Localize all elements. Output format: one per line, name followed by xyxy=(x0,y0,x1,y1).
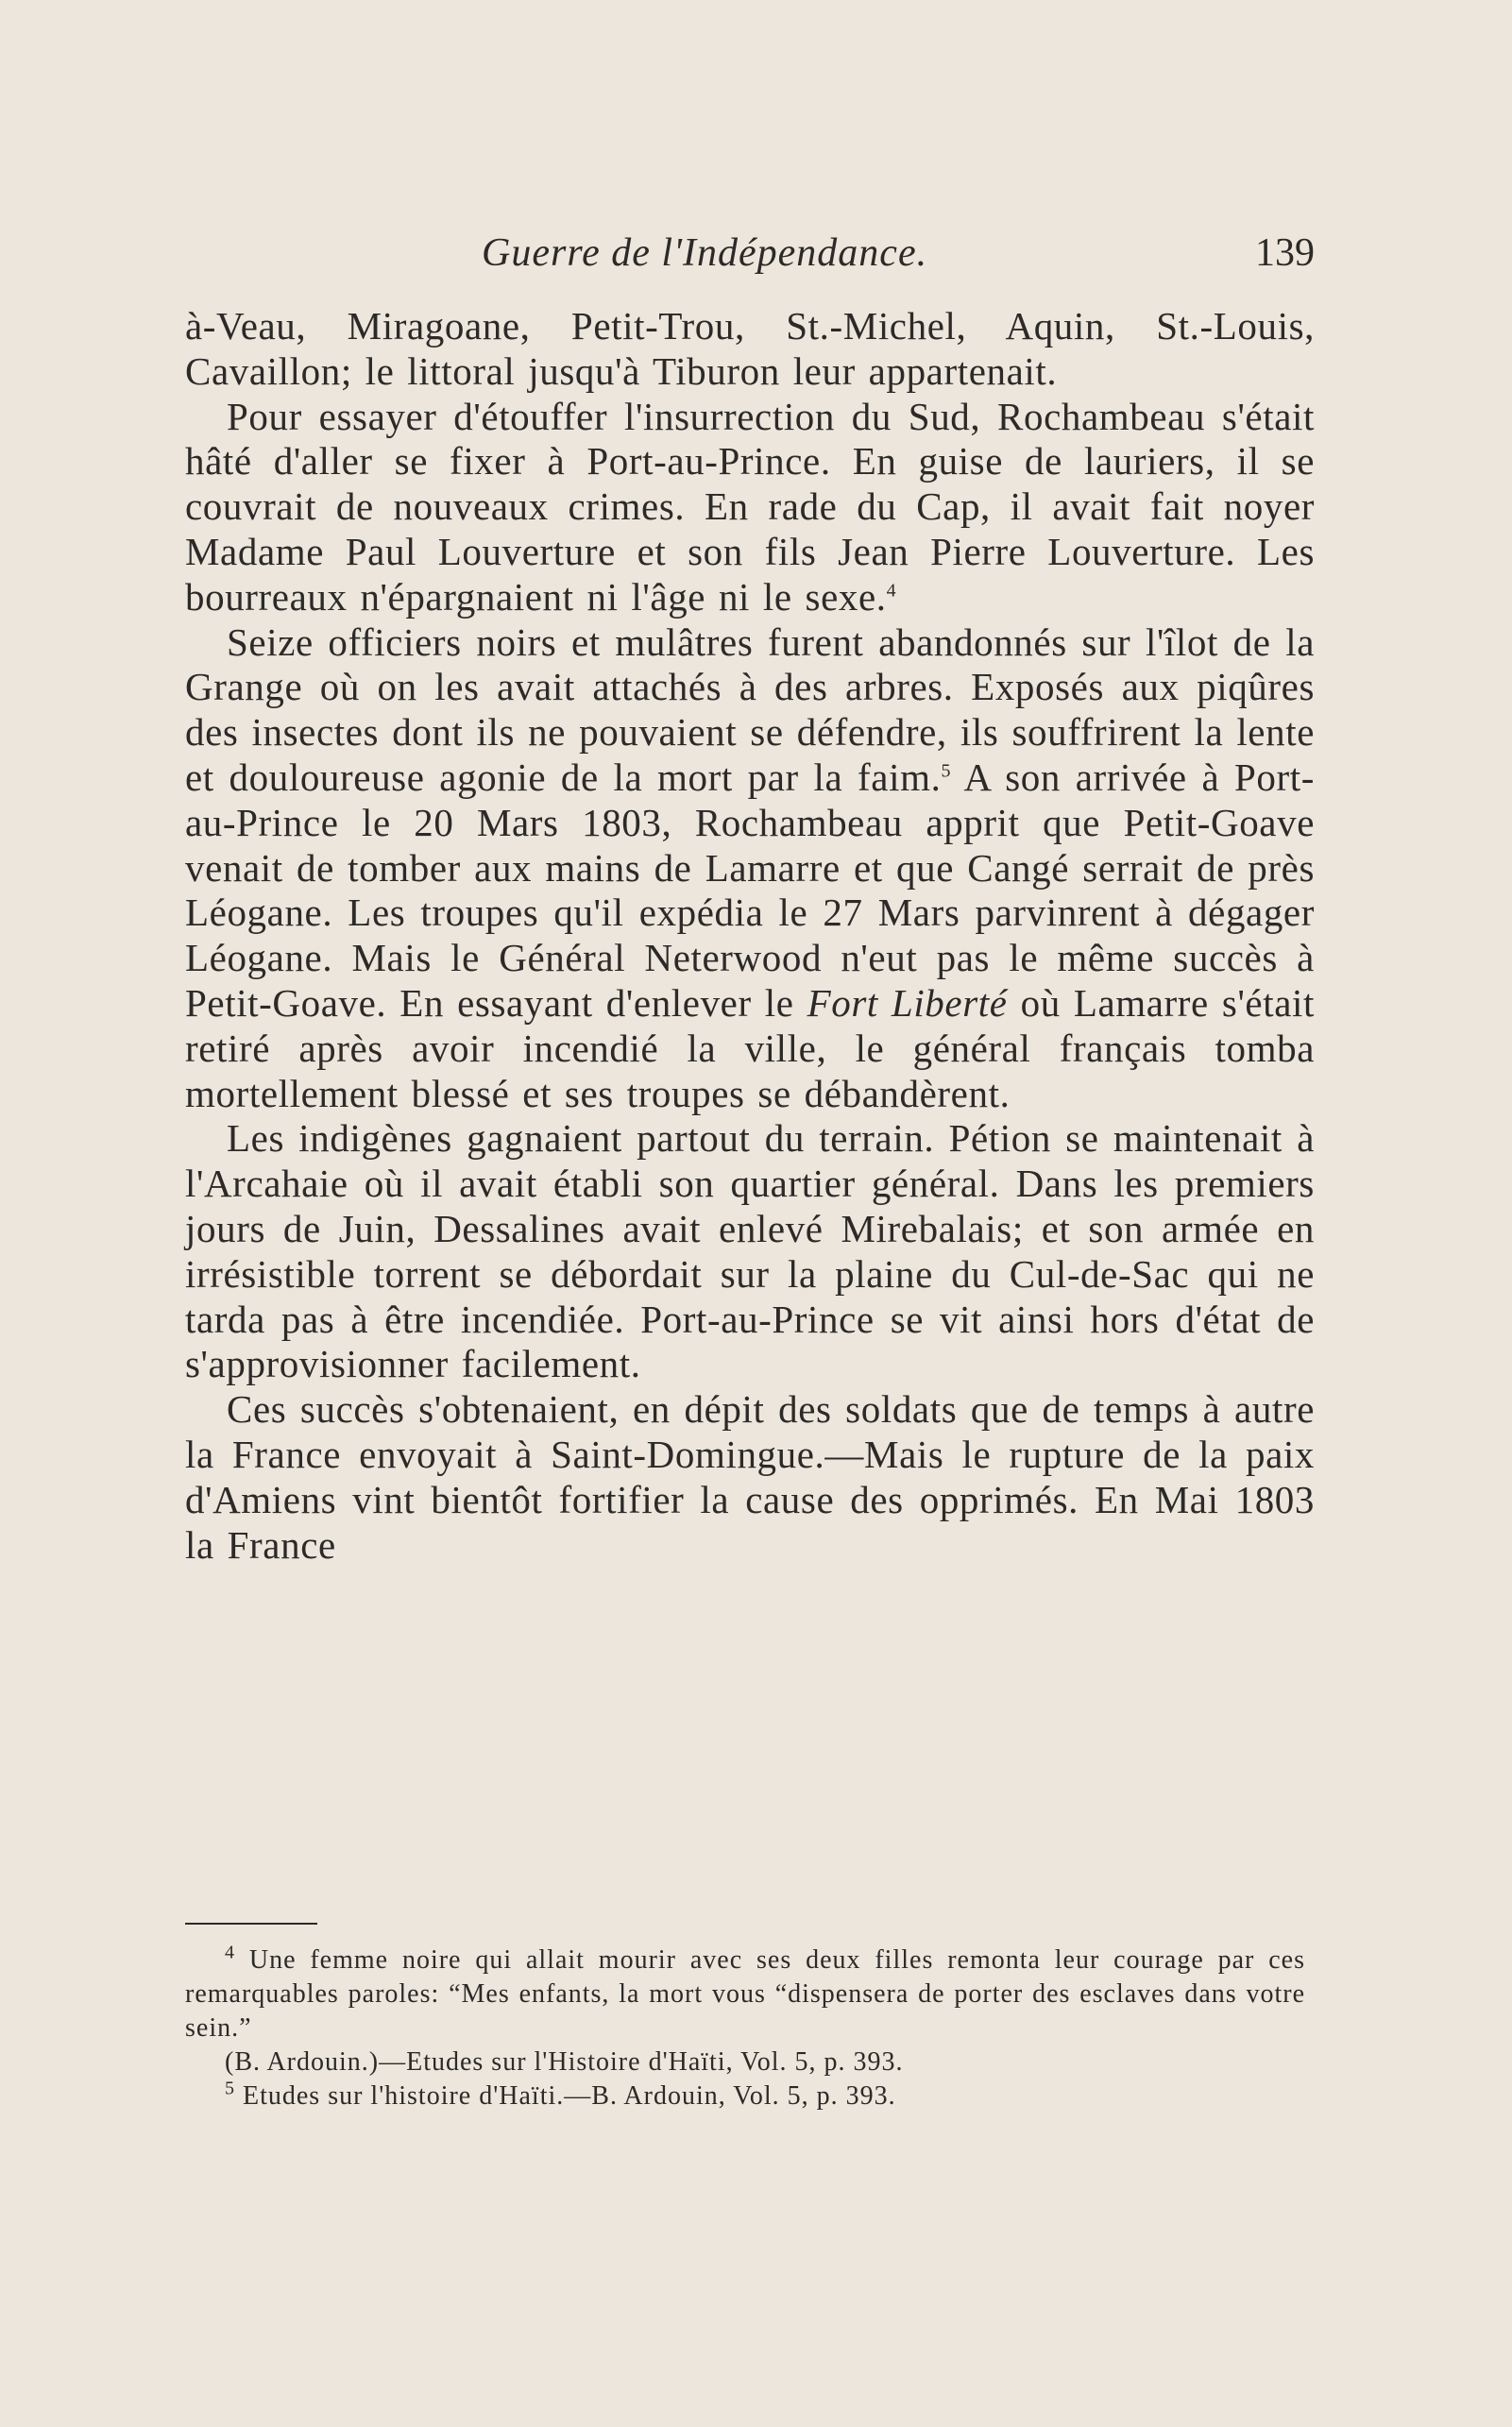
page-number: 139 xyxy=(1255,231,1315,275)
page-header xyxy=(482,225,1315,281)
body-text xyxy=(185,304,1315,1909)
paragraph-2 xyxy=(185,395,1315,620)
footnote-5-mark: 5 xyxy=(225,2078,235,2099)
paragraph-5: Ces succès s'obtenaient, en dépit des soldats que de temps à autre la France envoyait à Saint-Domingue.—Mais le rupture de la paix d'Amiens vint bientôt fortifier la cause des opprimés. En Mai 1803 la France xyxy=(185,1387,1315,1567)
footnote-ref-4: 4 xyxy=(886,580,897,602)
running-title: Guerre de l'Indépendance. xyxy=(482,231,928,275)
footnote-5 xyxy=(185,2079,1305,2113)
footnotes xyxy=(185,1943,1305,2113)
paragraph-3-text-b: A son arrivée à Port-au-Prince le 20 Mars 1803, Rochambeau apprit que Petit-Goave venait de tomber aux mains de Lamarre et que Cangé serrait de près Léogane. Les troupes qu'il expédia le 27 Mars parvinrent à dégager Léogane. Mais le Général Neterwood n'eut pas le même succès à Petit-Goave. En essayant d'enlever le xyxy=(185,755,1315,1025)
footnote-4 xyxy=(185,1943,1305,2045)
footnote-4-text: Une femme noire qui allait mourir avec ses deux filles remonta leur courage par ces remarquables paroles: “Mes enfants, la mort vous “dispensera de porter des esclaves dans votre sein.” xyxy=(185,1945,1305,2043)
paragraph-3 xyxy=(185,620,1315,1117)
footnote-ref-5: 5 xyxy=(941,760,952,782)
footnote-5-text: Etudes sur l'histoire d'Haïti.—B. Ardouin, Vol. 5, p. 393. xyxy=(235,2081,896,2111)
footnote-4-mark: 4 xyxy=(225,1942,235,1963)
paragraph-2-text: Pour essayer d'étouffer l'insurrection du Sud, Rochambeau s'était hâté d'aller se fixer à Port-au-Prince. En guise de lauriers, il se couvrait de nouveaux crimes. En rade du Cap, il avait fait noyer Madame Paul Louverture et son fils Jean Pierre Louverture. Les bourreaux n'épargnaient ni l'âge ni le sexe. xyxy=(185,394,1315,619)
paragraph-1: à-Veau, Miragoane, Petit-Trou, St.-Michel, Aquin, St.-Louis, Cavaillon; le littoral jusqu'à Tiburon leur appartenait. xyxy=(185,304,1315,393)
footnote-4-source: (B. Ardouin.)—Etudes sur l'Histoire d'Haïti, Vol. 5, p. 393. xyxy=(225,2047,904,2077)
paragraph-3-text-a: Seize officiers noirs et mulâtres furent abandonnés sur l'îlot de la Grange où on les avait attachés à des arbres. Exposés aux piqûres des insectes dont ils ne pouvaient se défendre, ils souffrirent la lente et douloureuse agonie de la mort par la faim. xyxy=(185,619,1315,799)
paragraph-3-text-c: où Lamarre s'était retiré après avoir incendié la ville, le général français tomba mortellement blessé et ses troupes se débandèrent. xyxy=(185,980,1316,1115)
footnote-divider xyxy=(185,1923,317,1925)
fort-liberte-italic: Fort Liberté xyxy=(807,980,1008,1025)
paragraph-4: Les indigènes gagnaient partout du terrain. Pétion se maintenait à l'Arcahaie où il avait établi son quartier général. Dans les premiers jours de Juin, Dessalines avait enlevé Mirebalais; et son armée en irrésistible torrent se débordait sur la plaine du Cul-de-Sac qui ne tarda pas à être incendiée. Port-au-Prince se vit ainsi hors d'état de s'approvisionner facilement. xyxy=(185,1116,1315,1386)
